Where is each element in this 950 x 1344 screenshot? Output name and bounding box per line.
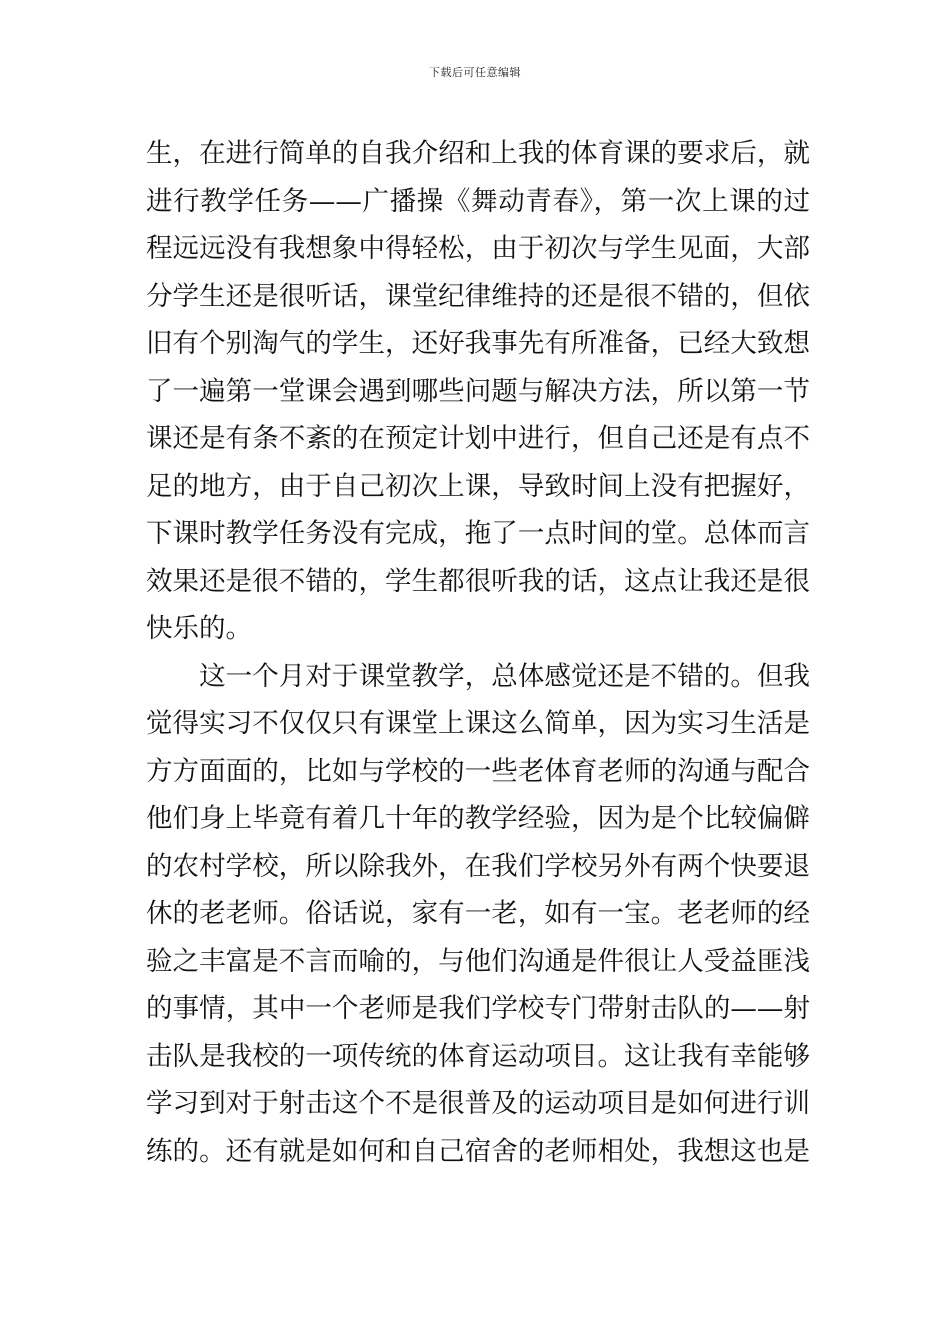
text-line: 的农村学校，所以除我外，在我们学校另外有两个快要退 xyxy=(146,850,810,882)
paragraph-start-line: 这一个月对于课堂教学，总体感觉还是不错的。但我 xyxy=(146,660,810,692)
text-line: 程远远没有我想象中得轻松，由于初次与学生见面，大部 xyxy=(146,233,810,264)
text-line: 旧有个别淘气的学生，还好我事先有所准备，已经大致想 xyxy=(146,328,810,359)
text-line: 他们身上毕竟有着几十年的教学经验，因为是个比较偏僻 xyxy=(146,803,810,834)
text-line: 足的地方，由于自己初次上课，导致时间上没有把握好， xyxy=(146,470,810,502)
text-line: 的事情，其中一个老师是我们学校专门带射击队的——射 xyxy=(146,993,810,1024)
text-line: 生，在进行简单的自我介绍和上我的体育课的要求后，就 xyxy=(146,138,810,169)
document-body xyxy=(146,130,810,1175)
text-line: 方方面面的，比如与学校的一些老体育老师的沟通与配合 xyxy=(146,755,810,787)
text-line: 课还是有条不紊的在预定计划中进行，但自己还是有点不 xyxy=(146,423,810,454)
text-line: 分学生还是很听话，课堂纪律维持的还是很不错的，但依 xyxy=(146,280,810,312)
text-line: 休的老老师。俗话说，家有一老，如有一宝。老老师的经 xyxy=(146,898,810,929)
text-line: 学习到对于射击这个不是很普及的运动项目是如何进行训 xyxy=(146,1088,810,1119)
text-line: 下课时教学任务没有完成，拖了一点时间的堂。总体而言 xyxy=(146,518,810,549)
text-line: 击队是我校的一项传统的体育运动项目。这让我有幸能够 xyxy=(146,1040,810,1072)
text-line: 了一遍第一堂课会遇到哪些问题与解决方法，所以第一节 xyxy=(146,375,810,407)
text-line: 觉得实习不仅仅只有课堂上课这么简单，因为实习生活是 xyxy=(146,708,810,739)
page-header-note: 下载后可任意编辑 xyxy=(429,66,521,79)
text-line: 进行教学任务——广播操《舞动青春》，第一次上课的过 xyxy=(146,185,810,217)
paragraph-end-line: 快乐的。 xyxy=(146,613,252,644)
text-line: 验之丰富是不言而喻的，与他们沟通是件很让人受益匪浅 xyxy=(146,945,810,977)
text-line: 练的。还有就是如何和自己宿舍的老师相处，我想这也是 xyxy=(146,1135,810,1167)
text-line: 效果还是很不错的，学生都很听我的话，这点让我还是很 xyxy=(146,565,810,597)
